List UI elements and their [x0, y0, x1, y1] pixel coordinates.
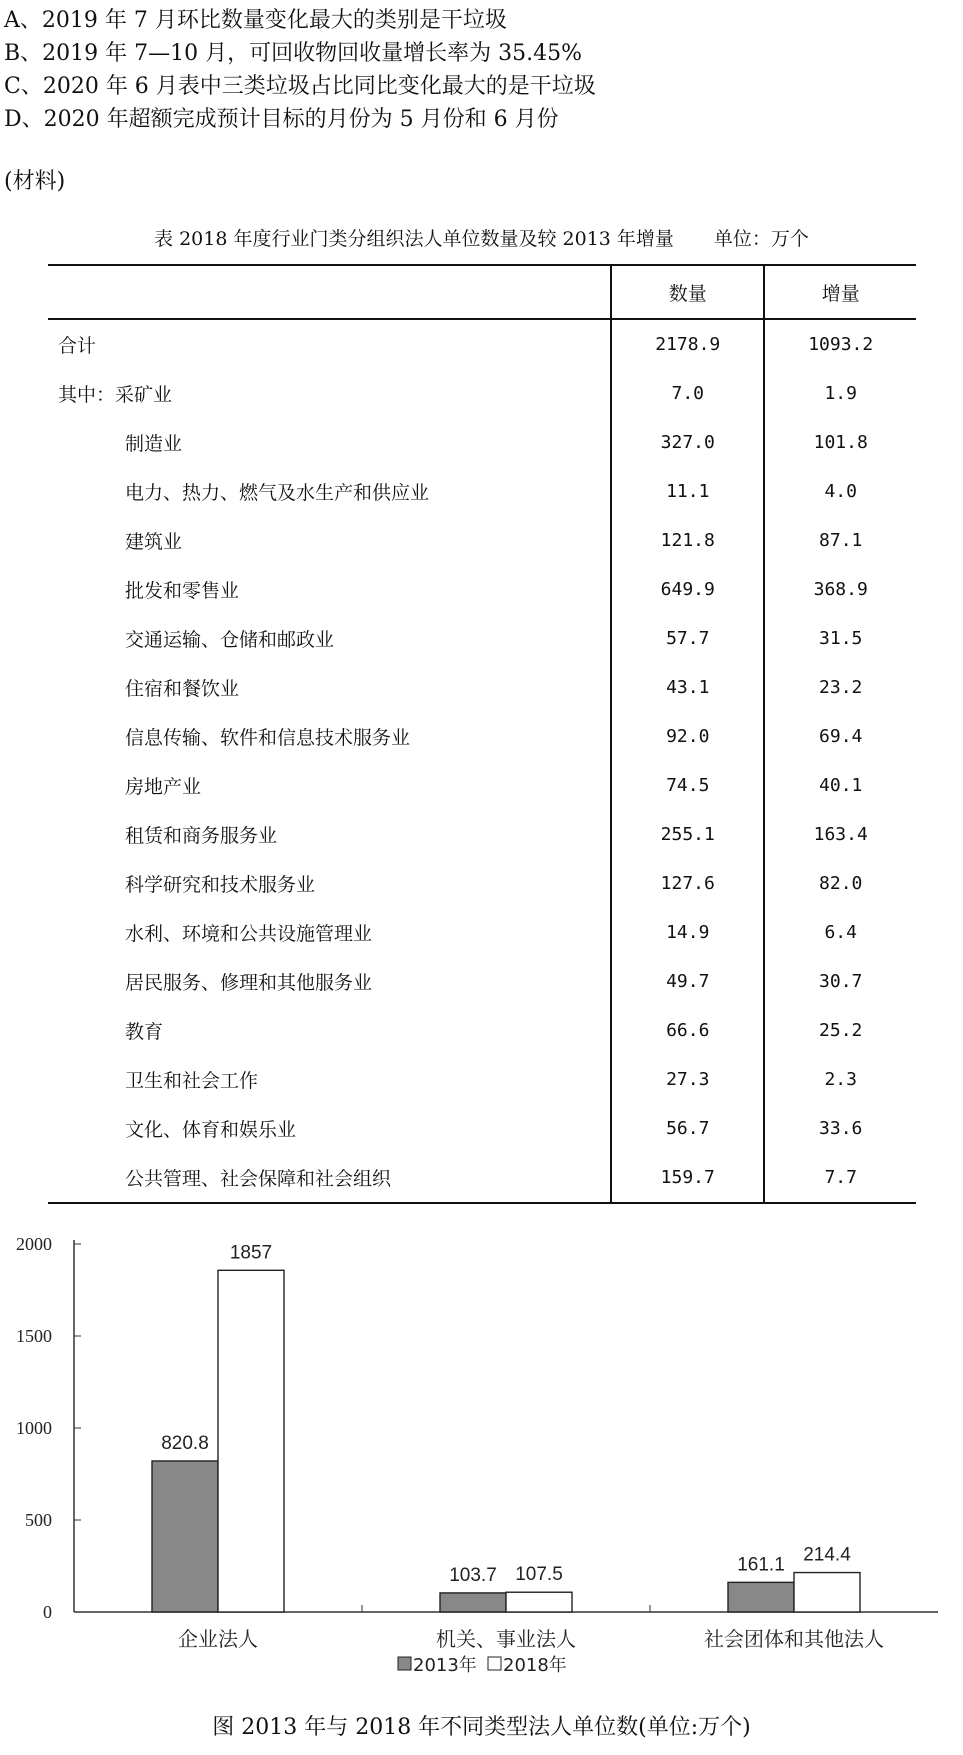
y-tick-label: 1500 [16, 1326, 52, 1346]
row-increase: 82.0 [819, 873, 863, 894]
row-name: 建筑业 [48, 516, 611, 565]
data-label: 161.1 [737, 1554, 785, 1576]
chart-caption: 图 2013 年与 2018 年不同类型法人单位数(单位:万个) [212, 1715, 751, 1740]
row-name: 教育 [48, 1006, 611, 1055]
table-row [48, 810, 916, 859]
row-name: 电力、热力、燃气及水生产和供应业 [48, 467, 611, 516]
legend-label-2013: 2013年 [413, 1655, 477, 1676]
category-label: 社会团体和其他法人 [704, 1627, 884, 1651]
table-row [48, 1055, 916, 1104]
row-increase: 368.9 [813, 579, 868, 600]
row-count: 7.0 [611, 369, 764, 418]
table-row [48, 369, 916, 418]
bar-2018 [218, 1270, 284, 1612]
row-name: 卫生和社会工作 [48, 1055, 611, 1104]
row-increase: 23.2 [819, 677, 863, 698]
table-header-row [48, 265, 916, 319]
table-row [48, 663, 916, 712]
table-caption [0, 224, 963, 251]
row-count: 121.8 [611, 516, 764, 565]
row-increase: 7.7 [764, 1153, 916, 1203]
option-b[interactable]: B、2019 年 7—10 月，可回收物回收量增长率为 35.45% [4, 41, 583, 66]
legend-swatch-2018 [488, 1657, 501, 1670]
table-row [48, 712, 916, 761]
row-increase: 33.6 [819, 1118, 863, 1139]
row-increase: 40.1 [819, 775, 863, 796]
row-count: 74.5 [611, 761, 764, 810]
row-name: 制造业 [48, 418, 611, 467]
row-count: 127.6 [611, 859, 764, 908]
table-row [48, 319, 916, 369]
row-count: 11.1 [611, 467, 764, 516]
option-c[interactable]: C、2020 年 6 月表中三类垃圾占比同比变化最大的是干垃圾 [4, 74, 596, 99]
table-row [48, 761, 916, 810]
row-name: 住宿和餐饮业 [48, 663, 611, 712]
row-name: 公共管理、社会保障和社会组织 [48, 1153, 611, 1203]
row-name: 水利、环境和公共设施管理业 [48, 908, 611, 957]
row-name: 居民服务、修理和其他服务业 [48, 957, 611, 1006]
row-name: 租赁和商务服务业 [48, 810, 611, 859]
header-increase: 增量 [764, 265, 916, 319]
bar-2013 [440, 1593, 506, 1612]
table-row [48, 908, 916, 957]
row-count: 43.1 [611, 663, 764, 712]
answer-options [4, 4, 596, 136]
row-increase: 163.4 [813, 824, 868, 845]
bar-2018 [794, 1573, 860, 1612]
y-tick-label: 1000 [16, 1418, 52, 1438]
row-count: 159.7 [611, 1153, 764, 1203]
row-increase: 101.8 [813, 432, 868, 453]
row-count: 649.9 [611, 565, 764, 614]
option-d[interactable]: D、2020 年超额完成预计目标的月份为 5 月份和 6 月份 [4, 107, 559, 132]
table-row [48, 1153, 916, 1203]
row-name: 批发和零售业 [48, 565, 611, 614]
row-count: 255.1 [611, 810, 764, 859]
row-increase: 69.4 [819, 726, 863, 747]
header-name [48, 265, 611, 319]
row-count: 14.9 [611, 908, 764, 957]
table-row [48, 565, 916, 614]
data-label: 107.5 [515, 1564, 563, 1586]
bar-chart [0, 1222, 963, 1707]
row-name: 信息传输、软件和信息技术服务业 [48, 712, 611, 761]
table-title: 表 2018 年度行业门类分组织法人单位数量及较 2013 年增量 [154, 228, 674, 250]
bar-2013 [152, 1461, 218, 1612]
legend-label-2018: 2018年 [503, 1655, 567, 1676]
category-label: 企业法人 [178, 1627, 258, 1651]
row-increase: 6.4 [824, 922, 857, 943]
table-row [48, 957, 916, 1006]
y-tick-label: 0 [43, 1602, 52, 1622]
table-row [48, 1104, 916, 1153]
row-count: 57.7 [611, 614, 764, 663]
bar-2018 [506, 1592, 572, 1612]
row-increase: 4.0 [824, 481, 857, 502]
material-label: (材料) [4, 169, 66, 194]
category-label: 机关、事业法人 [436, 1627, 576, 1651]
row-increase: 31.5 [819, 628, 863, 649]
row-name: 合计 [48, 319, 611, 369]
row-count: 56.7 [611, 1104, 764, 1153]
row-increase: 25.2 [819, 1020, 863, 1041]
row-increase: 30.7 [819, 971, 863, 992]
table-row [48, 614, 916, 663]
row-name: 房地产业 [48, 761, 611, 810]
data-label: 103.7 [449, 1564, 497, 1586]
data-table [48, 264, 916, 1204]
row-name: 文化、体育和娱乐业 [48, 1104, 611, 1153]
data-label: 1857 [229, 1242, 273, 1264]
table-row [48, 1006, 916, 1055]
row-count: 27.3 [611, 1055, 764, 1104]
row-increase: 1.9 [824, 383, 857, 404]
row-name: 科学研究和技术服务业 [48, 859, 611, 908]
row-count: 66.6 [611, 1006, 764, 1055]
table-row [48, 516, 916, 565]
option-a[interactable]: A、2019 年 7 月环比数量变化最大的类别是干垃圾 [4, 8, 507, 33]
table-row [48, 467, 916, 516]
table-body [48, 319, 916, 1203]
row-count: 92.0 [611, 712, 764, 761]
row-name: 其中：采矿业 [48, 369, 611, 418]
row-name: 交通运输、仓储和邮政业 [48, 614, 611, 663]
row-increase: 1093.2 [808, 334, 874, 355]
table-row [48, 418, 916, 467]
table-row [48, 859, 916, 908]
data-label: 214.4 [803, 1544, 851, 1566]
row-increase: 2.3 [824, 1069, 857, 1090]
y-tick-label: 2000 [16, 1234, 52, 1254]
data-label: 820.8 [161, 1432, 209, 1454]
row-count: 2178.9 [611, 319, 764, 369]
header-count: 数量 [611, 265, 764, 319]
row-count: 327.0 [611, 418, 764, 467]
row-count: 49.7 [611, 957, 764, 1006]
legend-swatch-2013 [398, 1657, 411, 1670]
bar-2013 [728, 1582, 794, 1612]
y-tick-label: 500 [25, 1510, 52, 1530]
table-unit: 单位：万个 [713, 228, 809, 250]
row-increase: 87.1 [819, 530, 863, 551]
